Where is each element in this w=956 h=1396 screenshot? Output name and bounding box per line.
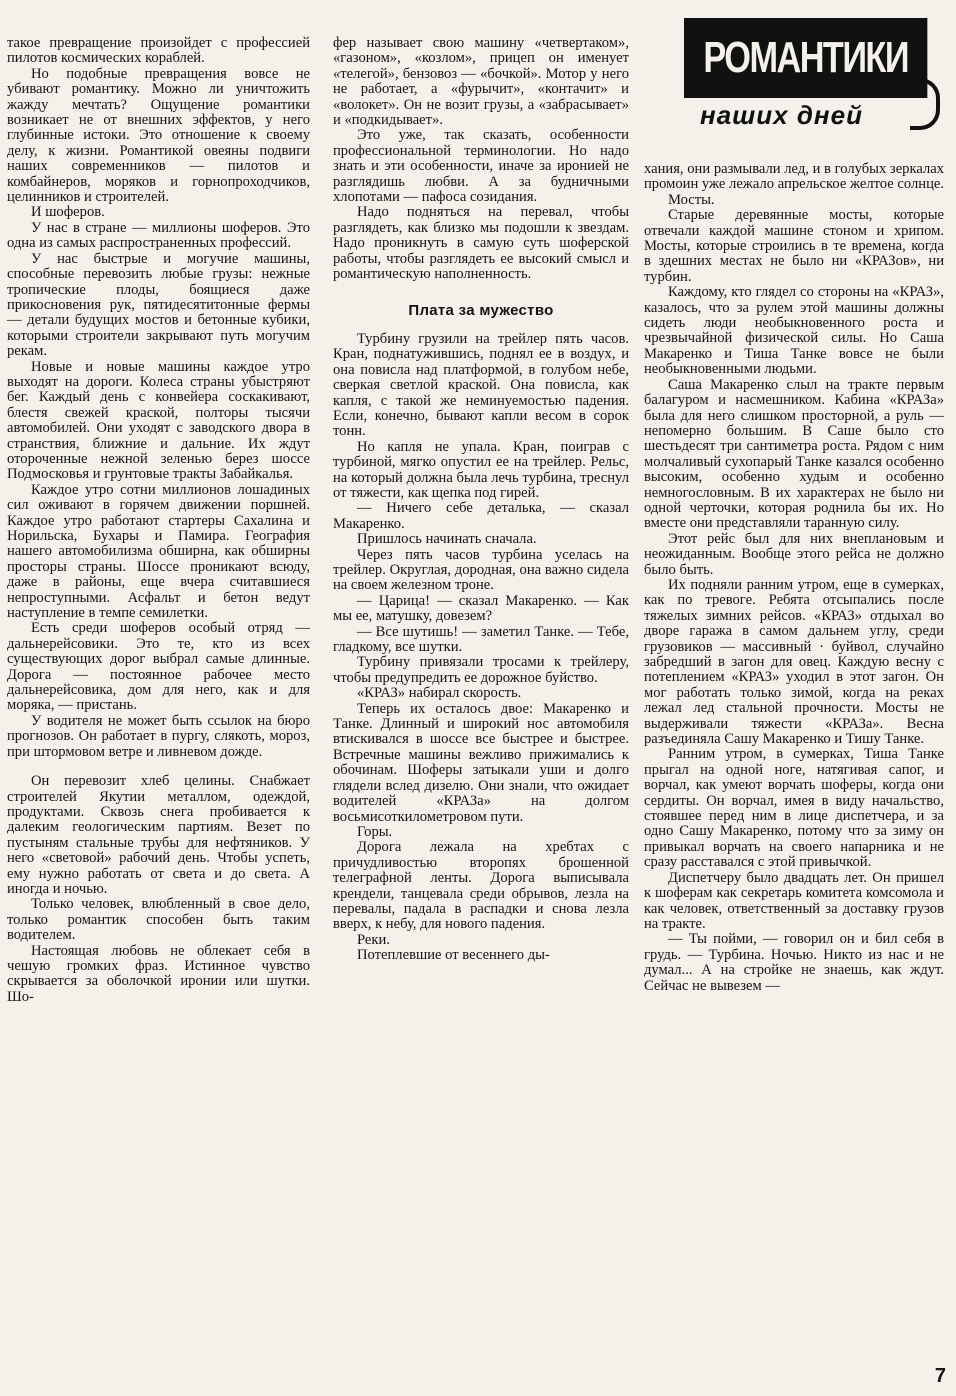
section-heading: Плата за мужество — [408, 301, 554, 319]
paragraph: «КРАЗ» набирал скорость. — [357, 685, 522, 702]
paragraph: Этот рейс был для них внеплановым и неожиданным. Вообще этого рейса не должно было быть. — [644, 530, 944, 578]
masthead-title: РОМАНТИКИ — [684, 18, 927, 98]
paragraph: Старые деревянные мосты, которые отвечали каждой машине стоном и хрипом. Мосты, которые строились в те времена, когда в здешних местах не было ни «КРАЗов», ни турбин. — [644, 207, 944, 285]
paragraph: Он перевозит хлеб целины. Снабжает строителей Якутии металлом, одеждой, продуктами. Сквозь снега пробивается к далеким геологическим партиям. Везет по пустыням стальные трубы для нефтяников. У него «световой» рабочий день. Чтобы успеть, ему нужно работать от света и до света. А иногда и ночью. — [7, 773, 310, 897]
paragraph: Но капля не упала. Кран, поиграв с турбиной, мягко опустил ее на трейлер. Рельс, на который должна была лечь турбина, треснул от тяжести, как щепка под гирей. — [333, 438, 629, 501]
masthead — [684, 12, 944, 144]
column-3 — [644, 162, 944, 994]
paragraph: такое превращение произойдет с профессией пилотов космических кораблей. — [7, 35, 310, 67]
column-1 — [7, 36, 310, 1005]
paragraph: Ранним утром, в сумерках, Тиша Танке прыгал на одной ноге, натягивая сапог, и ворчал, как умеют ворчать шоферы, когда они сердиты. Он ворчал, имея в виду начальство, стоявшее перед ним в лице диспетчера, и за одно Сашу Макаренко, потому что за зиму он привыкал ворчать на своего напарника и не сразу расставался с этой привычкой. — [644, 746, 944, 871]
paragraph: Каждому, кто глядел со стороны на «КРАЗ», казалось, что за рулем этой машины должны сидеть люди необыкновенного роста и чрезвычайной физической силы. Но Саша Макаренко и Тиша Танке вовсе не были необыкновенными людьми. — [644, 284, 944, 378]
page-number: 7 — [934, 1365, 946, 1387]
paragraph: Диспетчеру было двадцать лет. Он пришел к шоферам как секретарь комитета комсомола и как человек, ответственный за доставку грузов на тракте. — [644, 869, 944, 932]
column-2-bottom — [333, 332, 629, 964]
paragraph: — Ничего себе деталька, — сказал Макаренко. — [333, 500, 629, 532]
paragraph: У водителя не может быть ссылок на бюро прогнозов. Он работает в пургу, слякоть, мороз, при штормовом ветре и ливневом дожде. — [7, 712, 310, 760]
paragraph: Но подобные превращения вовсе не убивают романтику. Можно ли уничтожить жажду мечтать? Ощущение романтики возникает не от внешних эффектов, у него глубинные истоки. Это отношение к своему делу, к жизни. Романтикой овеяны подвиги наших современников — пилотов и комбайнеров, моряков и горнопроходчиков, целинников и строителей. — [7, 65, 310, 206]
paragraph: — Все шутишь! — заметил Танке. — Тебе, гладкому, все шутки. — [333, 623, 629, 656]
paragraph: Дорога лежала на хребтах с причудливостью второпях брошенной телеграфной ленты. Дорога выписывала крендели, танцевала среди обрывов, лезла на перевалы, падала в распадки и снова лезла вверх, к небу, для нового падения. — [333, 839, 629, 933]
masthead-subtitle: наших дней — [700, 100, 863, 130]
paragraph: Горы. — [357, 823, 393, 840]
paragraph: Это уже, так сказать, особенности профессиональной терминологии. Но надо знать и эти особенности, иначе за иронией не разглядишь любви. А за будничными хлопотами — пафоса созидания. — [333, 127, 629, 206]
paragraph: Надо подняться на перевал, чтобы разглядеть, как близко мы подошли к звездам. Надо проникнуть в самую суть шоферской работы, чтобы разглядеть ее высокий смысл и романтическую наполненность. — [333, 204, 629, 283]
paragraph: Каждое утро сотни миллионов лошадиных сил оживают в горячем движении поршней. Каждое утро работают стартеры Сахалина и Норильска, Бухары и Памира. География нашего автомобилизма обширна, как обширны просторы страны. Шоссе проникают всюду, даже в районы, еще вчера считавшиеся непроступными. Асфальт и бетон ведут наступление в темпе семилетки. — [7, 481, 310, 622]
column-2-top — [333, 36, 629, 283]
column-2 — [333, 36, 629, 964]
swirl-ornament-icon — [910, 78, 940, 130]
paragraph: Новые и новые машины каждое утро выходят на дороги. Колеса страны убыстряют бег. Каждый день с конвейера соскакивают, блестя свежей краской, полторы тысячи автомобилей. Они уходят с заводского двора в странствия, ближние и дальние. Их ждут отороченные нежной зеленью берез шоссе Подмосковья и грунтовые тракты Забайкалья. — [7, 358, 310, 483]
paragraph: У нас быстрые и могучие машины, способные перевозить любые грузы: нежные тропические плоды, боящиеся даже прикосновения рук, пятидесятитонные фермы — детали будущих мостов и бетонные кубики, которыми строители закрывают путь могучим рекам. — [7, 250, 310, 360]
paragraph: И шоферов. — [31, 204, 105, 221]
paragraph: Через пять часов турбина уселась на трейлер. Округлая, дородная, она важно сидела на своем железном троне. — [333, 546, 629, 594]
paragraph: Мосты. — [668, 191, 715, 208]
paragraph: хания, они размывали лед, и в голубых зеркалах промоин уже лежало апрельское желтое солнце. — [644, 161, 945, 193]
paragraph: Пришлось начинать сначала. — [357, 531, 537, 548]
paragraph: Есть среди шоферов особый отряд — дальнерейсовики. Это те, кто из всех существующих дорог выбрал самые длинные. Дорога — постоянное рабочее место дальнерейсовика, дом для него, как и для моряка, — пристань. — [7, 620, 310, 714]
paragraph: У нас в стране — миллионы шоферов. Это одна из самых распространенных профессий. — [7, 219, 310, 252]
paragraph: Теперь их осталось двое: Макаренко и Танке. Длинный и широкий нос автомобиля втискивался в шоссе все быстрее и быстрее. Встречные машины вежливо прижимались к обочинам. Шоферы затыкали уши и долго глядели вслед дизелю. Они знали, что ожидает водителей «КРАЗа» на долгом восьмисоткилометровом пути. — [333, 700, 629, 825]
paragraph: Потеплевшие от весеннего ды- — [357, 947, 550, 964]
paragraph: Саша Макаренко слыл на тракте первым балагуром и насмешником. Кабина «КРАЗа» была для него слишком просторной, а руль — непомерно большим. В Саше было сто шестьдесят три сантиметра роста. Рядом с ним молчаливый сухопарый Танке казался особенно высоким, особенно худым и особенно немногословным. В их характерах не было ни одной черточки, которая роднила бы их. Но вместе они представляли таранную силу. — [644, 376, 944, 532]
paragraph: Турбину грузили на трейлер пять часов. Кран, поднатужившись, поднял ее в воздух, и она повисла над платформой, в голубом небе, сверкая светлой краской. Она повисла, как капля, с такой же неминуемостью падения. Если, конечно, бывают капли весом в сорок тонн. — [333, 330, 629, 440]
paragraph: Только человек, влюбленный в свое дело, только романтик способен быть таким водителем. — [7, 896, 310, 944]
paragraph: — Царица! — сказал Макаренко. — Как мы ее, матушку, довезем? — [333, 592, 629, 625]
paragraph: Реки. — [357, 931, 390, 948]
paragraph: Турбину привязали тросами к трейлеру, чтобы предупредить ее дорожное буйство. — [333, 654, 629, 686]
paragraph: фер называет свою машину «четвертаком», «газоном», «козлом», прицеп он именует «телегой», бензовоз — «бочкой». Мотор у него не работает, а «фурычит», «контачит» и «волокет». Он не возит грузы, а «забрасывает» и «подкидывает». — [333, 35, 629, 129]
paragraph: Их подняли ранним утром, еще в сумерках, как по тревоге. Ребята отсыпались после тяжелых зимних рейсов. «КРАЗ» отдыхал во дворе гаража в самом дальнем углу, среди грузовиков — массивный · буйвол, случайно забредший в загон для овец. Каждую весну с потеплением «КРАЗ» уходил в этот загон. Он мог работать только зимой, когда на реках лежал лед стальной прочности. Мосты не выдерживали тяжести «КРАЗа». Весна разъединяла Сашу Макаренко и Тишу Танке. — [644, 576, 944, 748]
paragraph: Настоящая любовь не облекает себя в чешую громких фраз. Истинное чувство скрывается за оболочкой иронии или шутки. Шо- — [7, 942, 310, 1005]
paragraph: — Ты пойми, — говорил он и бил себя в грудь. — Турбина. Ночью. Никто из нас и не думал... А на стройке не знаешь, как ждут. Сейчас не вывезем — — [644, 931, 944, 994]
